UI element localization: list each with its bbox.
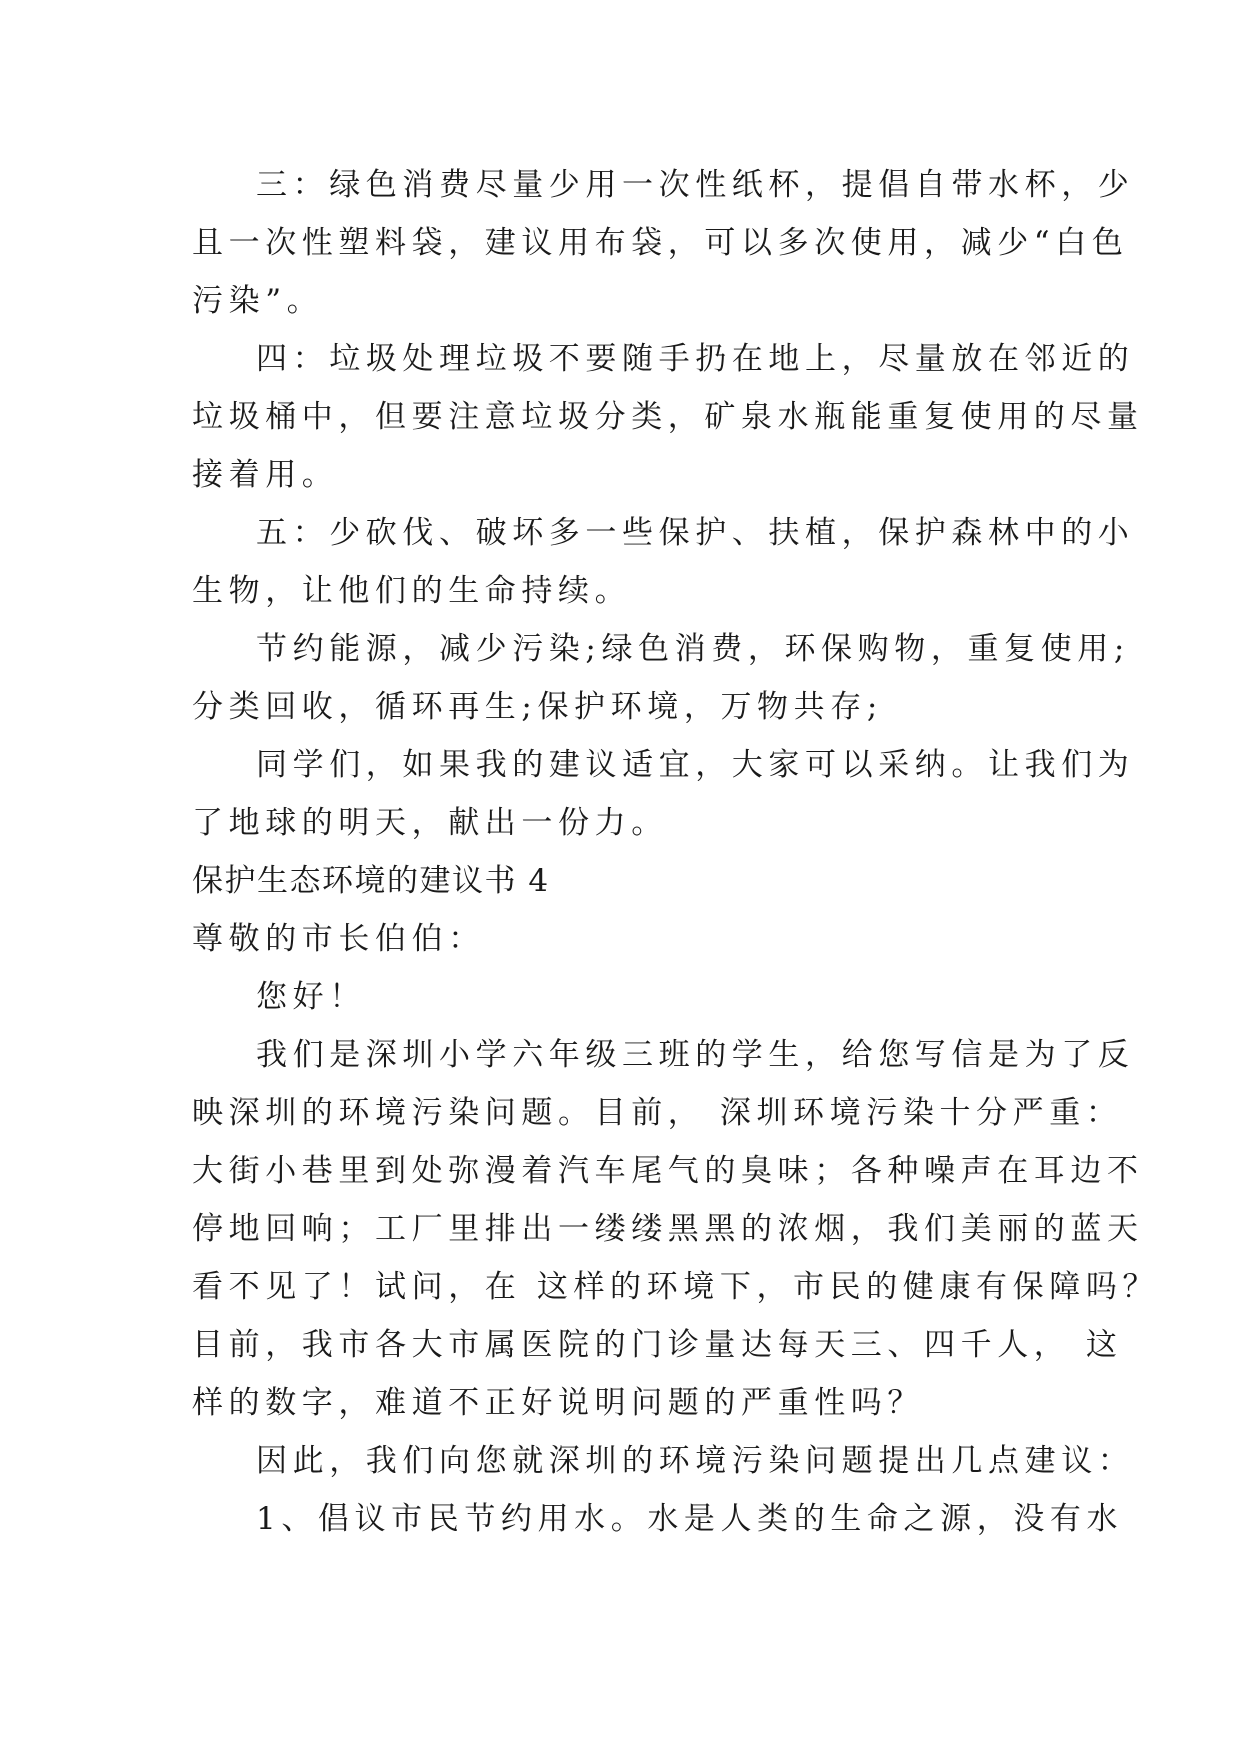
paragraph-line: 目前，我市各大市属医院的门诊量达每天三、四千人， 这 [192, 1327, 1123, 1363]
section-title: 保护生态环境的建议书 4 [192, 863, 550, 899]
paragraph-line: 且一次性塑料袋，建议用布袋，可以多次使用，减少“白色 [192, 225, 1129, 261]
paragraph-line: 节约能源，减少污染;绿色消费，环保购物，重复使用; [256, 631, 1130, 667]
paragraph-line: 样的数字，难道不正好说明问题的严重性吗？ [192, 1385, 924, 1421]
paragraph-line: 1、倡议市民节约用水。水是人类的生命之源，没有水 [256, 1501, 1124, 1537]
paragraph-line: 大街小巷里到处弥漫着汽车尾气的臭味；各种噪声在耳边不 [192, 1153, 1144, 1189]
salutation: 尊敬的市长伯伯： [192, 921, 485, 957]
paragraph-line: 停地回响；工厂里排出一缕缕黑黑的浓烟，我们美丽的蓝天 [192, 1211, 1144, 1247]
paragraph-line: 了地球的明天，献出一份力。 [192, 805, 668, 841]
paragraph-line: 三：绿色消费尽量少用一次性纸杯，提倡自带水杯，少 [256, 167, 1135, 203]
paragraph-line: 污染”。 [192, 283, 324, 319]
paragraph-line: 五：少砍伐、破坏多一些保护、扶植，保护森林中的小 [256, 515, 1135, 551]
paragraph-line: 生物，让他们的生命持续。 [192, 573, 632, 609]
paragraph-line: 映深圳的环境污染问题。目前， 深圳环境污染十分严重： [192, 1095, 1123, 1131]
paragraph-line: 垃圾桶中，但要注意垃圾分类，矿泉水瓶能重复使用的尽量 [192, 399, 1144, 435]
paragraph-line: 因此，我们向您就深圳的环境污染问题提出几点建议： [256, 1443, 1135, 1479]
paragraph-line: 同学们，如果我的建议适宜，大家可以采纳。让我们为 [256, 747, 1135, 783]
greeting: 您好！ [256, 979, 366, 1015]
paragraph-line: 接着用。 [192, 457, 339, 493]
paragraph-line: 看不见了！试问，在 这样的环境下，市民的健康有保障吗？ [192, 1269, 1160, 1305]
paragraph-line: 分类回收，循环再生;保护环境，万物共存; [192, 689, 883, 725]
paragraph-line: 四：垃圾处理垃圾不要随手扔在地上，尽量放在邻近的 [256, 341, 1135, 377]
paragraph-line: 我们是深圳小学六年级三班的学生，给您写信是为了反 [256, 1037, 1135, 1073]
